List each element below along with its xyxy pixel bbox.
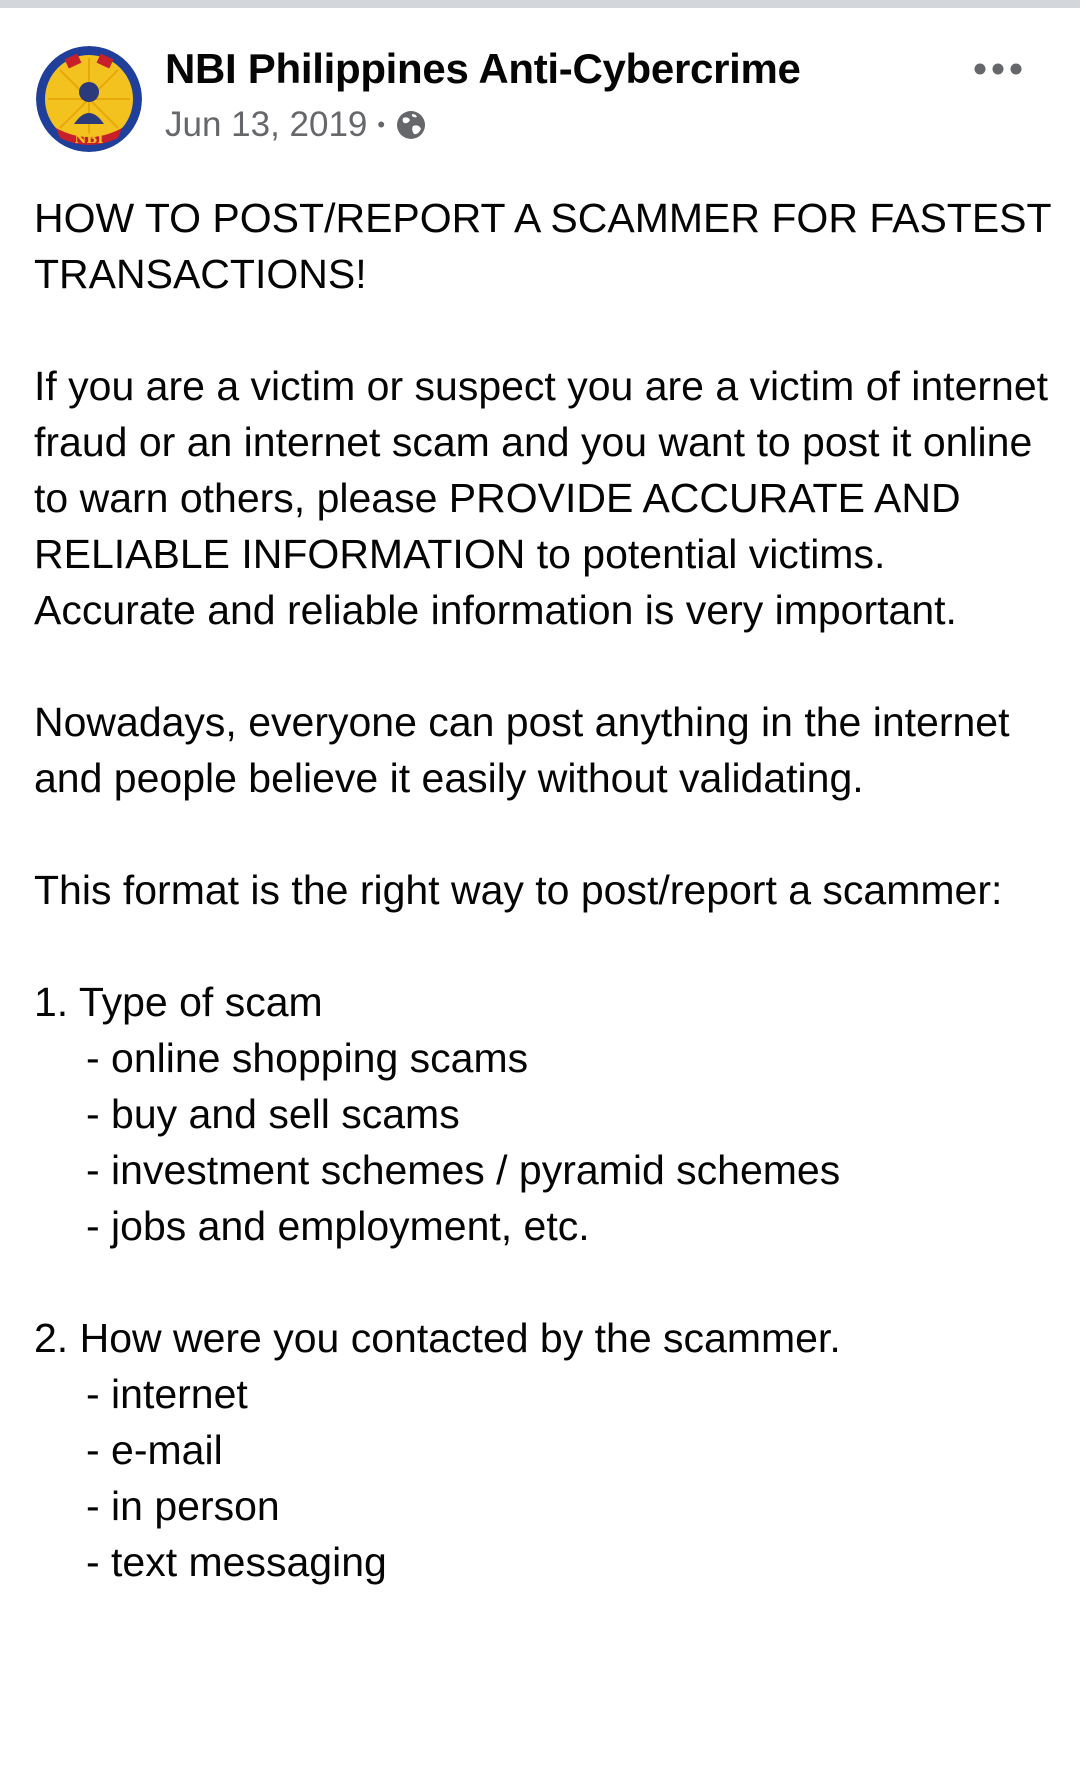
avatar-logo-text: NBI: [74, 132, 104, 147]
list-item: - in person: [86, 1483, 280, 1529]
paragraph-nowadays: Nowadays, everyone can post anything in the internet and people believe it easily without validating.: [34, 699, 1010, 801]
more-horizontal-icon: [973, 62, 1023, 76]
globe-icon[interactable]: [394, 108, 428, 142]
list-section-contact-method: [34, 1310, 1054, 1590]
list-item: - text messaging: [86, 1539, 387, 1585]
list-item: - internet: [86, 1371, 248, 1417]
post-header: [0, 8, 1080, 158]
post-meta: [165, 104, 428, 146]
list-heading: 2. How were you contacted by the scammer.: [34, 1315, 841, 1361]
nbi-seal-logo: [36, 46, 142, 152]
list-item: - investment schemes / pyramid schemes: [86, 1147, 841, 1193]
post-text: [34, 190, 1054, 1646]
top-divider: [0, 0, 1080, 8]
paragraph-format: This format is the right way to post/report a scammer:: [34, 867, 1003, 913]
list-item: - jobs and employment, etc.: [86, 1203, 590, 1249]
page-name[interactable]: NBI Philippines Anti-Cybercrime: [165, 45, 801, 92]
list-item: - e-mail: [86, 1427, 223, 1473]
list-section-type-of-scam: [34, 974, 1054, 1254]
list-item: - online shopping scams: [86, 1035, 529, 1081]
list-heading: 1. Type of scam: [34, 979, 323, 1025]
list-item: - buy and sell scams: [86, 1091, 460, 1137]
post-title: HOW TO POST/REPORT A SCAMMER FOR FASTEST TRANSACTIONS!: [34, 195, 1051, 297]
paragraph-victim-info: If you are a victim or suspect you are a victim of internet fraud or an internet scam and you want to post it online to warn others, please PROVIDE ACCURATE AND RELIABLE INFORMATION to potential victims. Accurate and reliable information is very important.: [34, 363, 1049, 633]
more-options-button[interactable]: [966, 52, 1030, 86]
post-date[interactable]: Jun 13, 2019: [165, 105, 368, 144]
page-avatar[interactable]: [36, 46, 142, 152]
meta-separator: •: [377, 112, 386, 137]
